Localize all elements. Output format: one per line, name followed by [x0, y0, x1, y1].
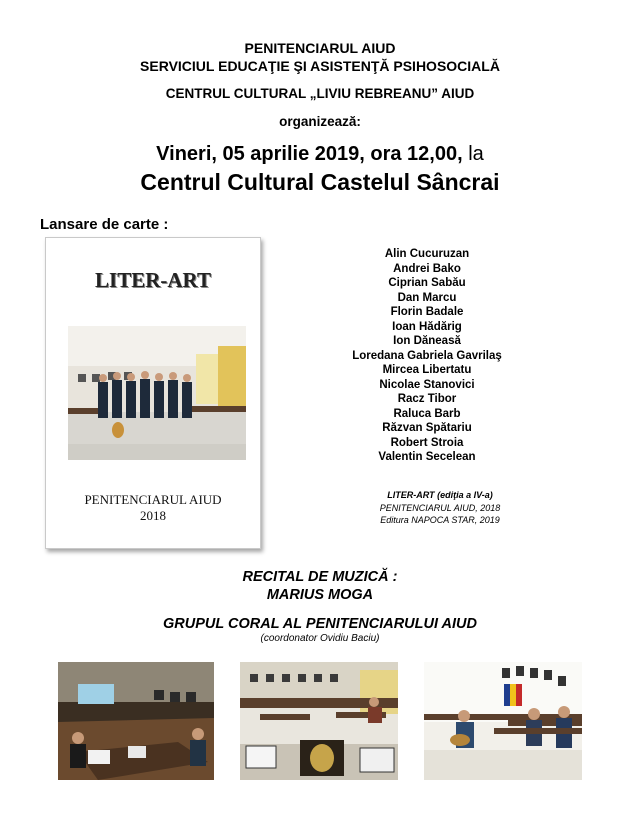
book-cover-publisher [46, 492, 260, 524]
publication-editor: Editura NAPOCA STAR, 2019 [380, 515, 500, 525]
author-name: Alin Cucuruzan [384, 248, 470, 260]
author-name: Răzvan Spătariu [382, 422, 472, 434]
event-date-line [0, 143, 640, 166]
author-name: Robert Stroia [390, 436, 464, 449]
author-name: Ciprian Sabău [388, 277, 466, 289]
event-venue: Centrul Cultural Castelul Sâncrai [140, 169, 500, 195]
organizes-label: organizează: [279, 114, 361, 129]
author-name: Raluca Barb [393, 407, 461, 420]
author-name: Mircea Libertatu [382, 364, 472, 376]
recital-performer: MARIUS MOGA [266, 587, 374, 603]
author-name: Racz Tibor [397, 393, 457, 405]
authors-list [330, 247, 524, 465]
book-cover-year: 2018 [140, 508, 166, 523]
service-name: SERVICIUL EDUCAŢIE ŞI ASISTENŢĂ PSIHOSOCIALĂ [140, 58, 500, 74]
cultural-center-name: CENTRUL CULTURAL „LIVIU REBREANU” AIUD [165, 86, 475, 101]
author-name: Ion Dăneasă [393, 335, 461, 347]
publication-info [350, 489, 530, 527]
book-cover [45, 237, 261, 549]
author-name: Ioan Hădărig [392, 320, 462, 333]
author-name: Loredana Gabriela Gavrilaş [352, 349, 502, 362]
event-photo-1 [58, 662, 214, 780]
book-cover-title: LITER-ART [95, 268, 211, 292]
book-cover-publisher-name: PENITENCIARUL AIUD [84, 492, 222, 507]
book-cover-photo [68, 326, 246, 460]
author-name: Nicolae Stanovici [379, 378, 475, 391]
book-launch-label: Lansare de carte : [40, 216, 169, 233]
author-name: Florin Badale [390, 306, 464, 318]
choir-title: GRUPUL CORAL AL PENITENCIARULUI AIUD [163, 616, 477, 632]
event-photo-3 [424, 662, 582, 780]
publication-edition: (ediţia a IV-a) [437, 490, 493, 500]
author-name: Dan Marcu [397, 291, 457, 304]
event-date: Vineri, 05 aprilie 2019, ora 12,00, [156, 143, 463, 165]
institution-name: PENITENCIARUL AIUD [244, 40, 396, 56]
event-photo-2 [240, 662, 398, 780]
recital-title: RECITAL DE MUZICĂ : [242, 569, 398, 585]
choir-coordinator: (coordonator Ovidiu Baciu) [260, 633, 380, 644]
author-name: Valentin Secelean [378, 451, 476, 463]
author-name: Andrei Bako [393, 262, 461, 275]
publication-title: LITER-ART [387, 490, 435, 500]
publication-publisher: PENITENCIARUL AIUD, 2018 [379, 502, 501, 513]
publication-title-line [350, 489, 530, 502]
event-date-preposition: la [468, 143, 484, 165]
